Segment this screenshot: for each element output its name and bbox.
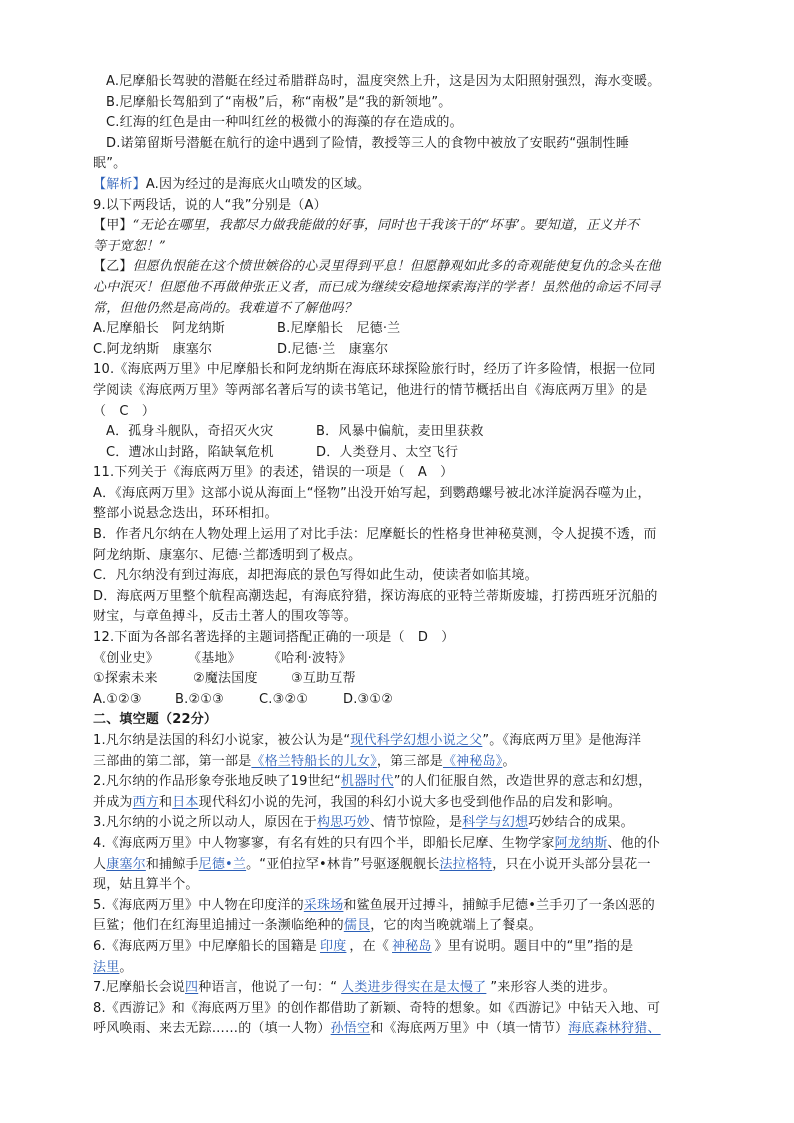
fill-text: ，它的肉当晚就端上了餐桌。: [370, 918, 542, 934]
answer-blank: 采珠场: [303, 897, 344, 913]
jia-text-1: “无论在哪里，我都尽力做我能做的好事，同时也干我该干的“坏事’。要知道，正义并不: [132, 218, 640, 234]
q8-option-a: A.尼摩船长驾驶的潜艇在经过希腊群岛时，温度突然上升，这是因为太阳照射强烈，海水变暖。: [106, 74, 661, 89]
fill-text: 7.尼摩船长会说: [93, 980, 186, 996]
q12-book-1: 《创业史》: [93, 650, 160, 666]
q12-option-d: D.③①②: [343, 691, 394, 707]
fill-1-line-1: [93, 731, 703, 752]
fill-text: 和《海底两万里》中（填一情节）: [370, 1021, 569, 1037]
answer-blank: 西方: [132, 794, 160, 810]
fill-2-line-1: [93, 772, 703, 793]
q12-themes: [93, 669, 703, 690]
fill-text: ，第三部是: [376, 753, 443, 769]
q9-option-b: B.尼摩船长 尼德·兰: [277, 321, 401, 337]
q11-option-a-1: A．《海底两万里》这部小说从海面上“怪物”出没开始写起，到鹦鹉螺号被北冰洋旋涡吞噬为止，: [93, 485, 651, 501]
q12-theme-1: ①探索未来: [93, 671, 158, 687]
answer-blank: 四: [185, 980, 199, 996]
q10-option-c: C．遭冰山封路，陷缺氧危机: [106, 444, 274, 460]
answer-blank: 现代科学幻想小说之父: [350, 733, 483, 748]
yi-text-3: 常，但他仍然是高尚的。我难道不了解他吗？: [93, 300, 358, 316]
answer-blank: 海底森林狩猎、: [568, 1021, 661, 1037]
fill-text: 和鲨鱼展开过搏斗，捕鲸手尼德•兰手刃了一条凶恶的: [343, 897, 655, 913]
analysis-tag: 【解析】: [93, 176, 146, 192]
q8-analysis: [93, 175, 703, 196]
jia-text-2: 等于宽恕！”: [93, 238, 166, 254]
fill-4-line-1: [93, 834, 703, 855]
q11-option-d-2: 财宝，与章鱼搏斗，反击土著人的围攻等等。: [93, 609, 358, 625]
q11-option-d-1: D．海底两万里整个航程高潮迭起，有海底狩猎，探访海底的亚特兰蒂斯废墟，打捞西班牙沉船的: [93, 588, 658, 604]
fill-text: ，在《: [349, 938, 390, 954]
q10-stem-2: 学阅读《海底两万里》等两部名著后写的读书笔记，他进行的情节概括出自《海底两万里》的是: [93, 382, 648, 398]
fill-text: 、他的仆: [607, 835, 661, 851]
q9-option-c: C.阿龙纳斯 康塞尔: [93, 341, 213, 357]
answer-blank: 构思巧妙: [317, 815, 370, 831]
fill-text: 1.凡尔纳是法国的科幻小说家，被公认为是“: [93, 733, 351, 748]
q8-option-d: D.诺第留斯号潜艇在航行的途中遇到了险情，教授等三人的食物中被放了安眠药“强制性睡: [106, 135, 630, 151]
q12-books: [93, 649, 703, 670]
answer-blank: 康塞尔: [106, 856, 146, 872]
q12-theme-3: ③互助互帮: [291, 671, 356, 687]
fill-text: 5.《海底两万里》中人物在印度洋的: [93, 897, 304, 913]
fill-6-line-2: [93, 958, 703, 979]
q11-option-b-2: 阿龙纳斯、康塞尔、尼德·兰都透明到了极点。: [93, 547, 362, 563]
fill-text: 三部曲的第二部，第一部是: [93, 753, 252, 769]
fill-1-line-2: [93, 752, 703, 773]
q12-options: [93, 690, 703, 711]
yi-text-2: 心中泯灭！但愿他不再做伸张正义者，而已成为继续安稳地探索海洋的学者！虽然他的命运不同寻: [93, 279, 661, 295]
fill-text: 现代科幻小说的先河，我国的科幻小说大多也受到他作品的启发和影响。: [198, 794, 622, 810]
fill-text: 。: [119, 959, 133, 975]
q12-book-2: 《基地》: [188, 650, 241, 666]
answer-blank: 《神秘岛》: [442, 753, 503, 769]
q11-stem: 11.下列关于《海底两万里》的表述，错误的一项是（ A ）: [93, 465, 454, 481]
exam-page: [93, 72, 703, 1040]
jia-tag: 【甲】: [93, 218, 133, 234]
yi-text-1: 但愿仇恨能在这个愤世嫉俗的心灵里得到平息！但愿静观如此多的奇观能使复仇的念头在他: [132, 259, 661, 275]
fill-6-line-1: [93, 937, 703, 958]
q10-option-d: D．人类登月、太空飞行: [316, 444, 459, 460]
yi-tag: 【乙】: [93, 259, 133, 275]
answer-blank: 神秘岛: [392, 938, 432, 954]
q10-stem-3: （ C ）: [93, 403, 156, 419]
answer-blank: 孙悟空: [330, 1021, 371, 1037]
q10-options-row-2: [93, 443, 703, 464]
fill-8-line-1: 8.《西游记》和《海底两万里》的创作都借助了新颖、奇特的想象。如《西游记》中钻天入地、可: [93, 1000, 661, 1016]
fill-text: 巨鲨；他们在红海里追捕过一条濒临绝种的: [93, 918, 344, 934]
q9-passage-jia: [93, 216, 703, 237]
fill-text: ，只在小说开头部分昙花一: [492, 856, 651, 872]
q11-option-b-1: B．作者凡尔纳在人物处理上运用了对比手法：尼摩艇长的性格身世神秘莫测，令人捉摸不透，而: [93, 527, 657, 543]
answer-blank: 科学与幻想: [462, 815, 529, 831]
q10-stem-1: 10.《海底两万里》中尼摩船长和阿龙纳斯在海底环球探险旅行时，经历了许多险情，根据一位同: [93, 362, 656, 378]
fill-5-line-1: [93, 896, 703, 917]
q11-option-c: C．凡尔纳没有到过海底，却把海底的景色写得如此生动，使读者如临其境。: [93, 568, 538, 584]
q10-option-b: B．风暴中偏航，麦田里获救: [316, 424, 484, 440]
fill-5-line-2: [93, 916, 703, 937]
fill-text: ”的人们征服自然，改造世界的意志和幻想，: [393, 774, 652, 790]
answer-blank: 印度: [320, 938, 347, 954]
fill-7-line-1: [93, 978, 703, 999]
answer-blank: 日本: [172, 794, 199, 810]
answer-blank: 儒艮: [343, 918, 371, 934]
fill-4-line-3: 现，姑且算半个。: [93, 877, 199, 893]
fill-text: 人: [93, 856, 107, 872]
fill-8-line-2: [93, 1019, 703, 1040]
q8-option-c: C.红海的红色是由一种叫红丝的极微小的海藻的存在造成的。: [106, 115, 463, 131]
fill-text: 种语言，他说了一句：“: [198, 980, 338, 996]
answer-blank: 《格兰特船长的儿女》: [251, 753, 377, 769]
answer-blank: 尼德•兰: [198, 856, 247, 872]
analysis-text: A.因为经过的是海底火山喷发的区域。: [145, 176, 371, 192]
q9-option-d: D.尼德·兰 康塞尔: [277, 341, 389, 357]
q9-option-a: A.尼摩船长 阿龙纳斯: [93, 321, 225, 337]
answer-blank: 人类进步得实在是太慢了: [341, 980, 487, 996]
fill-text: 2.凡尔纳的作品形象夸张地反映了19世纪“: [93, 774, 341, 790]
q12-book-3: 《哈利·波特》: [268, 650, 352, 666]
answer-blank: 法拉格特: [439, 856, 493, 872]
answer-blank: 机器时代: [340, 774, 394, 790]
fill-text: ”。《海底两万里》是他海洋: [482, 733, 642, 748]
q10-option-a: A．孤身斗舰队，奇招灭火灾: [106, 424, 274, 440]
fill-text: 4.《海底两万里》中人物寥寥，有名有姓的只有四个半，即船长尼摩、生物学家: [93, 835, 555, 851]
fill-text: 和捕鲸手: [145, 856, 199, 872]
fill-text: 并成为: [93, 794, 133, 810]
fill-text: 、情节惊险，是: [369, 815, 463, 831]
q9-options-row-1: [93, 319, 703, 340]
q12-theme-2: ②魔法国度: [193, 671, 258, 687]
fill-2-line-2: [93, 793, 703, 814]
fill-text: 6.《海底两万里》中尼摩船长的国籍是: [93, 938, 318, 954]
q12-option-b: B.②①③: [175, 691, 225, 707]
q12-stem: 12.下面为各部名著选择的主题词搭配正确的一项是（ D ）: [93, 630, 455, 646]
q9-stem: 9.以下两段话，说的人“我”分别是（A）: [93, 197, 327, 213]
fill-text: 。: [502, 753, 516, 769]
fill-text: 3.凡尔纳的小说之所以动人，原因在于: [93, 815, 318, 831]
fill-text: 和: [159, 794, 173, 810]
section-title: 二、填空题（22分）: [93, 712, 218, 728]
fill-text: 呼风唤雨、来去无踪……的（填一人物）: [93, 1021, 331, 1037]
answer-blank: 阿龙纳斯: [554, 835, 608, 851]
q12-option-a: A.①②③: [93, 691, 142, 707]
fill-4-line-2: [93, 855, 703, 876]
q10-options-row-1: [93, 422, 703, 443]
answer-blank: 法里: [93, 959, 120, 975]
fill-text: 。“亚伯拉罕•林肯”号驱逐舰舰长: [246, 856, 440, 872]
fill-3-line-1: [93, 813, 703, 834]
q8-option-d-cont: 眠”。: [93, 156, 127, 172]
fill-text: ”来形容人类的进步。: [490, 980, 617, 996]
q12-option-c: C.③②①: [259, 691, 309, 707]
q9-options-row-2: [93, 340, 703, 361]
q9-passage-yi: [93, 257, 703, 278]
fill-text: 》里有说明。题目中的“里”指的是: [434, 938, 634, 954]
q8-option-b: B.尼摩船长驾船到了“南极”后，称“南极”是“我的新领地”。: [106, 94, 452, 110]
q11-option-a-2: 整部小说悬念迭出，环环相扣。: [93, 506, 278, 522]
fill-text: 巧妙结合的成果。: [528, 815, 634, 831]
